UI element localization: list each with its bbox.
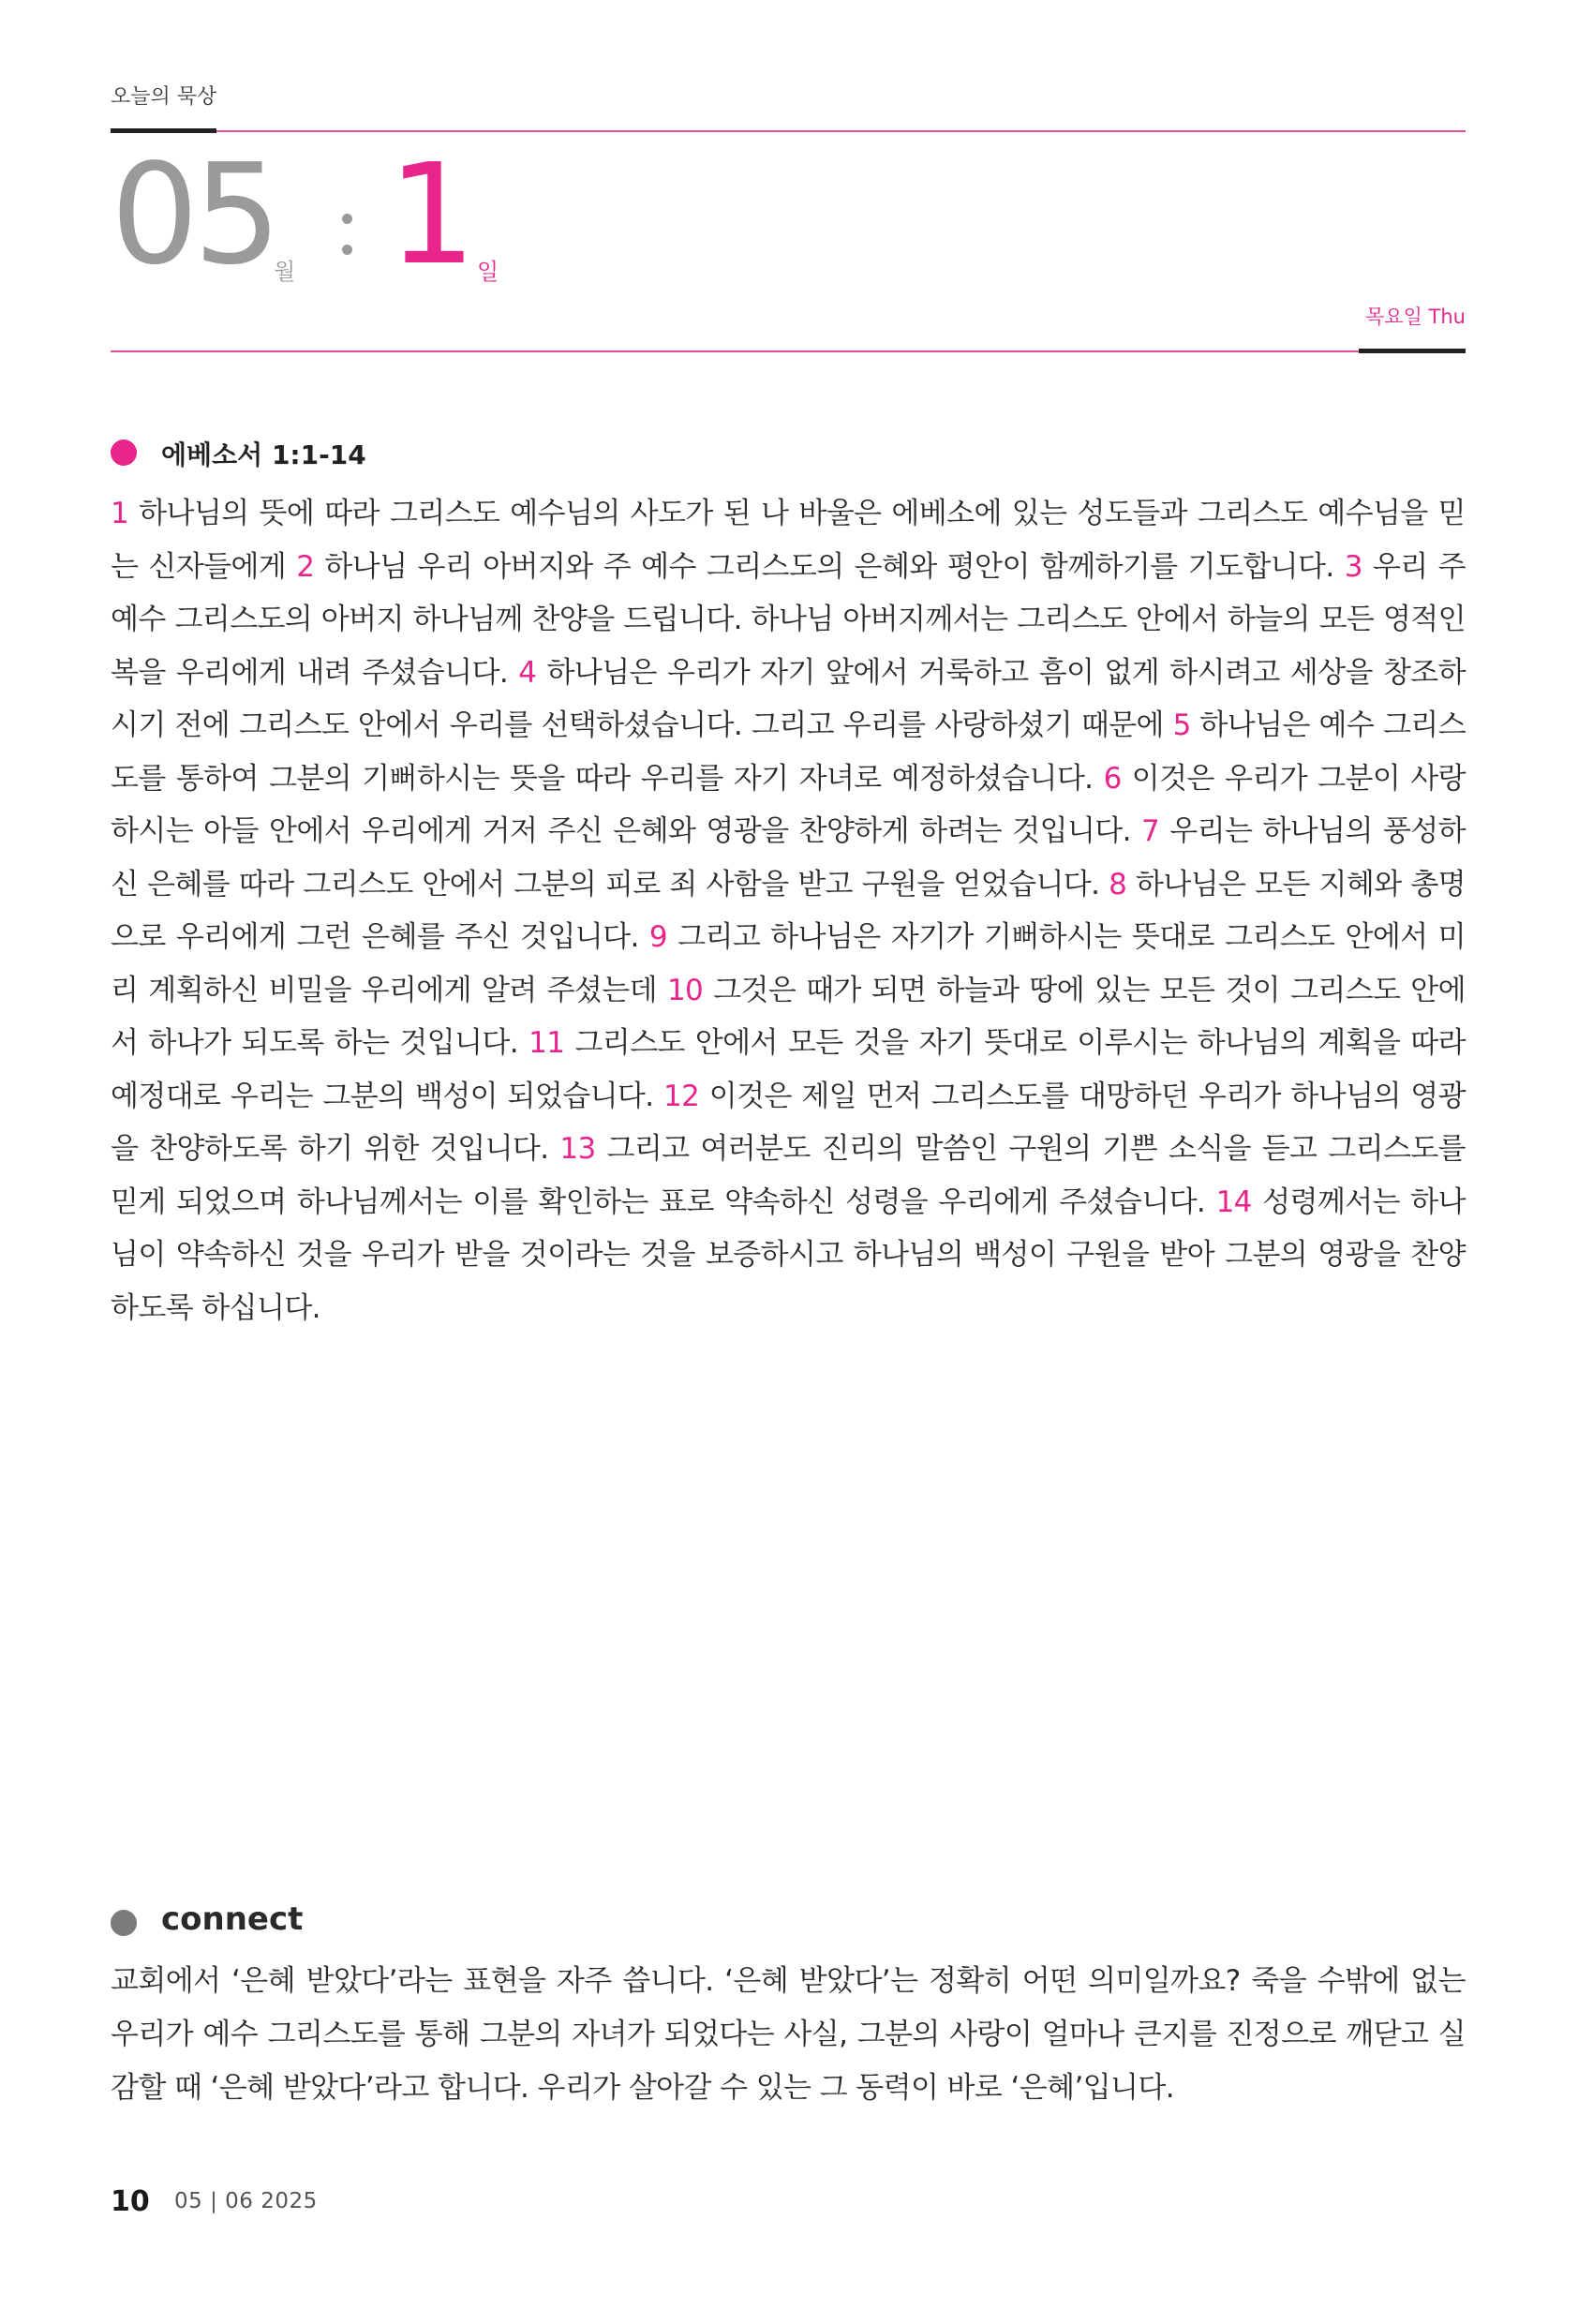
verse-text: 그리고 하나님은 자기가 기뻐하시는 뜻대로 그리스도 안에서 미리 계획하신 비밀을 우리에게 알려 주셨는데 — [111, 920, 1466, 1007]
header-divider-accent — [111, 128, 216, 133]
verse-text: 하나님 우리 아버지와 주 예수 그리스도의 은혜와 평안이 함께하기를 기도합니다. — [314, 549, 1345, 584]
verse-number: 9 — [648, 920, 668, 954]
scripture-text — [111, 487, 1466, 1334]
date-weekday: 목요일 Thu — [1365, 305, 1466, 328]
verse-number: 3 — [1344, 549, 1362, 584]
section-label: 오늘의 묵상 — [111, 85, 217, 109]
verse-text: 그리스도 안에서 모든 것을 자기 뜻대로 이루시는 하나님의 계획을 따라 예정대로 우리는 그분의 백성이 되었습니다. — [111, 1026, 1466, 1113]
connect-title: connect — [161, 1900, 304, 1938]
connect-bullet-icon — [111, 1910, 137, 1936]
verse-number: 1 — [111, 497, 129, 530]
page-number: 10 — [111, 2185, 150, 2218]
date-month-unit: 월 — [274, 259, 296, 285]
verse-number: 12 — [663, 1079, 700, 1113]
date-day-unit: 일 — [477, 259, 499, 285]
verse-number: 5 — [1172, 708, 1191, 742]
scripture-reference: 에베소서 1:1-14 — [161, 439, 366, 470]
verse-text: 하나님은 모든 지혜와 총명으로 우리에게 그런 은혜를 주신 것입니다. — [111, 867, 1466, 954]
header-divider — [111, 130, 1466, 132]
connect-text: 교회에서 ‘은혜 받았다’라는 표현을 자주 씁니다. ‘은혜 받았다’는 정확히 어떤 의미일까요? 죽을 수밖에 없는 우리가 예수 그리스도를 통해 그분의 자녀가 되었다는 사실, 그분의 사랑이 얼마나 큰지를 진정으로 깨닫고 실감할 때 ‘은혜 받았다’라고 합니다. 우리가 살아갈 수 있는 그 동력이 바로 ‘은혜’입니다. — [111, 1964, 1466, 2105]
verse-text: 이것은 우리가 그분이 사랑하시는 아들 안에서 우리에게 거저 주신 은혜와 영광을 찬양하게 하려는 것입니다. — [111, 761, 1466, 848]
verse-text: 우리 주 예수 그리스도의 아버지 하나님께 찬양을 드립니다. 하나님 아버지께서는 그리스도 안에서 하늘의 모든 영적인 복을 우리에게 내려 주셨습니다. — [111, 549, 1466, 690]
issue-date: 05 | 06 2025 — [174, 2189, 318, 2213]
verse-number: 2 — [296, 549, 315, 584]
verse-text: 하나님의 뜻에 따라 그리스도 예수님의 사도가 된 나 바울은 에베소에 있는 성도들과 그리스도 예수님을 믿는 신자들에게 — [111, 497, 1466, 584]
verse-text: 하나님은 우리가 자기 앞에서 거룩하고 흠이 없게 하시려고 세상을 창조하시기 전에 그리스도 안에서 우리를 선택하셨습니다. 그리고 우리를 사랑하셨기 때문에 — [111, 655, 1466, 742]
verse-text: 하나님은 예수 그리스도를 통하여 그분의 기뻐하시는 뜻을 따라 우리를 자기 자녀로 예정하셨습니다. — [111, 708, 1466, 796]
verse-number: 11 — [528, 1026, 565, 1060]
verse-number: 10 — [666, 973, 704, 1007]
verse-text: 우리는 하나님의 풍성하신 은혜를 따라 그리스도 안에서 그분의 피로 죄 사함을 받고 구원을 얻었습니다. — [111, 814, 1466, 901]
date-divider-accent — [1359, 349, 1466, 353]
verse-text: 그리고 여러분도 진리의 말씀인 구원의 기쁜 소식을 듣고 그리스도를 믿게 되었으며 하나님께서는 이를 확인하는 표로 약속하신 성령을 우리에게 주셨습니다. — [111, 1132, 1466, 1219]
date-separator-dot-top — [342, 214, 352, 224]
verse-text: 그것은 때가 되면 하늘과 땅에 있는 모든 것이 그리스도 안에서 하나가 되도록 하는 것입니다. — [111, 973, 1466, 1060]
date-divider — [111, 350, 1466, 352]
date-month: 05 — [111, 134, 276, 295]
verse-text: 성령께서는 하나님이 약속하신 것을 우리가 받을 것이라는 것을 보증하시고 하나님의 백성이 구원을 받아 그분의 영광을 찬양하도록 하십니다. — [111, 1184, 1466, 1325]
verse-number: 6 — [1103, 761, 1122, 796]
date-day: 1 — [388, 134, 477, 295]
verse-number: 8 — [1109, 867, 1127, 901]
date-separator-dot-bottom — [342, 245, 352, 255]
verse-number: 13 — [559, 1132, 596, 1166]
verse-number: 7 — [1141, 814, 1160, 848]
verse-number: 14 — [1215, 1184, 1252, 1219]
scripture-bullet-icon — [111, 439, 137, 466]
verse-number: 4 — [518, 655, 537, 690]
verse-text: 이것은 제일 먼저 그리스도를 대망하던 우리가 하나님의 영광을 찬양하도록 하기 위한 것입니다. — [111, 1079, 1466, 1166]
